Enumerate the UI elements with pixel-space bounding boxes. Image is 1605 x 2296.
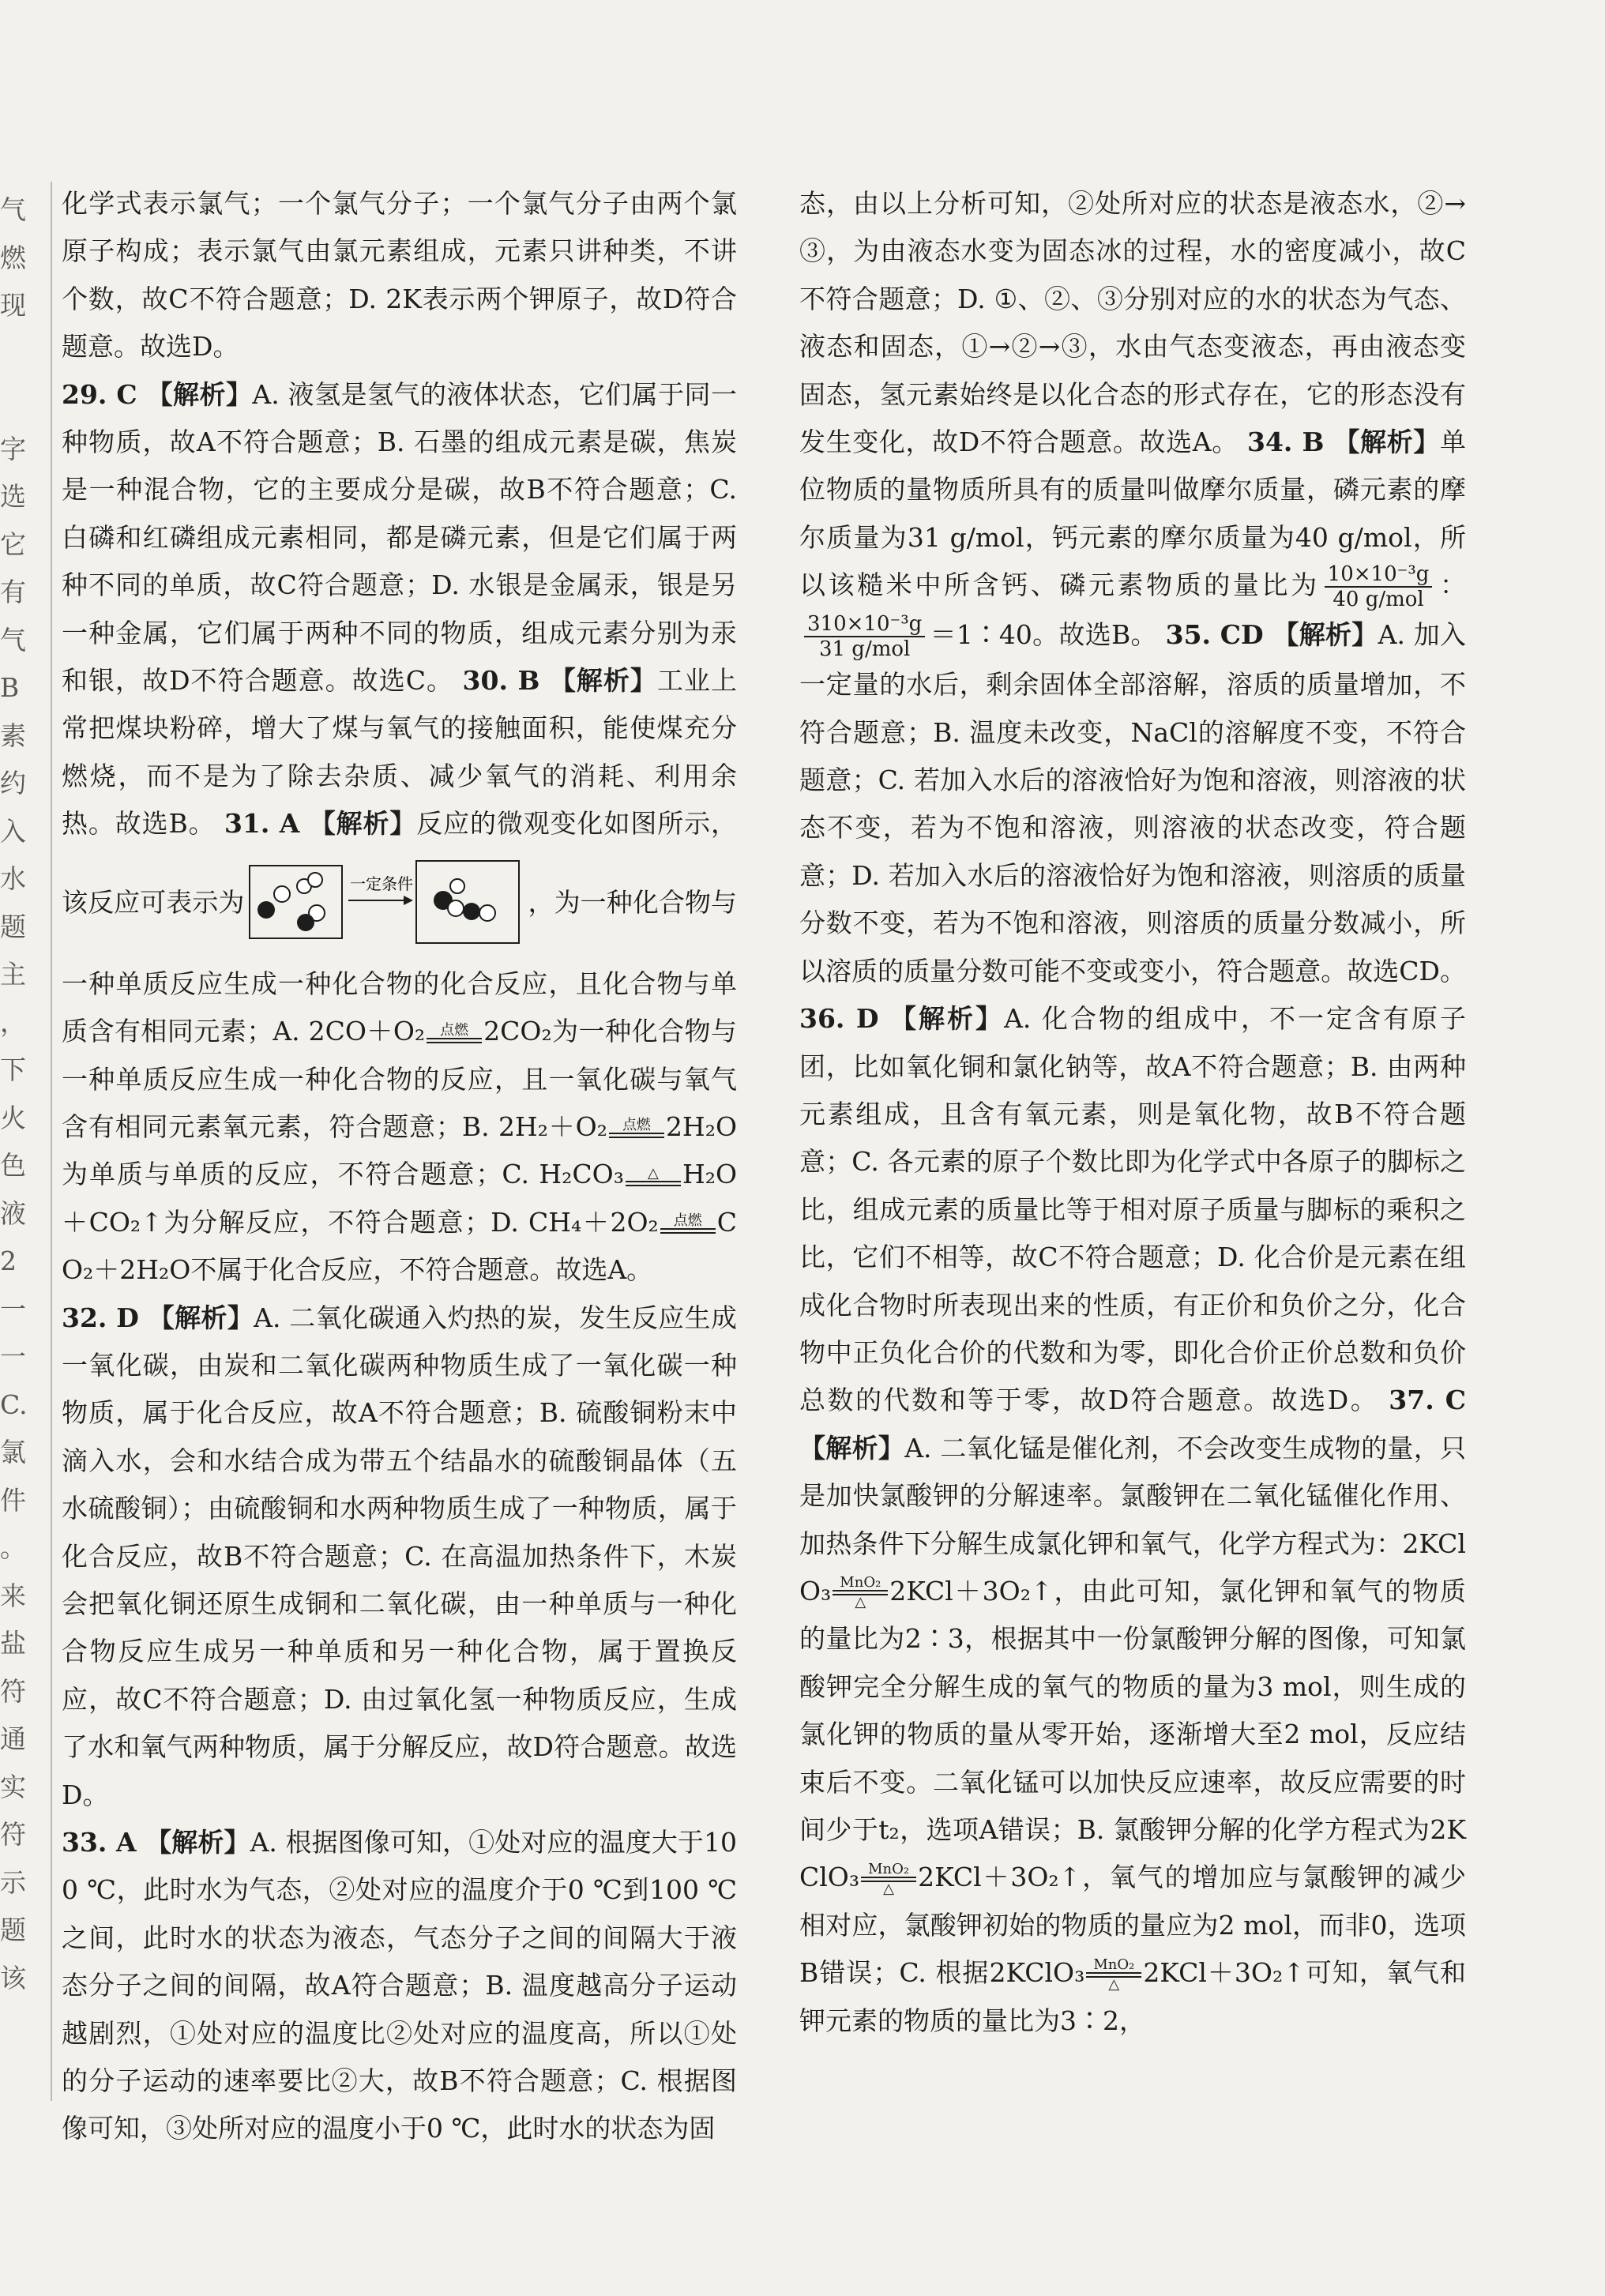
answer-30-text: 工业上常把煤块粉碎，增大了煤与氧气的接触面积，能使煤充分燃烧，而不是为了除去杂质、减少氧气的消耗、利用余热。故选B。 <box>62 665 737 840</box>
answer-34-text-b: ＝1∶40。故选B。 <box>930 619 1157 651</box>
answer-33-continuation <box>799 180 1466 2045</box>
answer-37-text-b: 2KCl＋3O₂↑，由此可知，氯化钾和氧气的物质的量比为2∶3，根据其中一份氯酸钾分解的图像，可知氯酸钾完全分解生成的氧气的物质的量为3 mol，则生成的氯化钾的物质的量从零开始，逐渐增大至2 mol，反应结束后不变。二氧化锰可以加快反应速率，故反应需要的时间少于t₂，选项A错误；B. 氯酸钾分解的化学方程式为2KClO₃ <box>799 1575 1466 1893</box>
condition-ignite-1: 点燃 <box>427 1024 482 1043</box>
reaction-arrowhead <box>404 896 413 905</box>
atom-dark <box>297 914 314 931</box>
answer-37-text-a: A. 二氧化锰是催化剂，不会改变生成物的量，只是加快氯酸钾的分解速率。氯酸钾在二氧化锰催化作用、加热条件下分解生成氯化钾和氧气，化学方程式为：2KClO₃ <box>799 1432 1467 1606</box>
reaction-micro-diagram-svg <box>249 856 521 949</box>
answer-36-label: 36. D 【解析】 <box>799 1003 1005 1035</box>
right-column <box>799 180 1466 2045</box>
condition-catalyst-3: MnO₂ △ <box>1086 1958 1141 1992</box>
answer-31-text-b: 应可表示为 <box>114 886 245 918</box>
answer-36-text: A. 化合物的组成中，不一定含有原子团，比如氧化铜和氯化钠等，故A不符合题意；B. 由两种元素组成，且含有氧元素，则是氧化物，故B不符合题意；C. 各元素的原子个数比即为化学式中各原子的脚标之比，组成元素的质量比等于相对原子质量与脚标的乘积之比，它们不相等，故C不符合题意；D. 化合价是元素在组成化合物时所表现出来的性质，有正价和负价之分，化合物中正负化合价的代数和为零，即化合价正价总数和负价总数的代数和等于零，故D符合题意。故选D。 <box>799 1003 1466 1416</box>
condition-ignite-2: 点燃 <box>609 1118 664 1138</box>
answer-35-label: 35. CD 【解析】 <box>1165 619 1378 651</box>
atom-dark <box>257 901 275 919</box>
condition-catalyst-1: MnO₂ △ <box>833 1576 888 1610</box>
fraction-phosphorus: $\frac{\text{310×10⁻³g}}{\text{31 g/mol}}$ <box>804 612 925 661</box>
product-box <box>416 861 519 943</box>
answer-33 <box>62 1819 737 2153</box>
condition-heat-1: △ <box>626 1167 681 1186</box>
answer-37-label: 37. C 【解析】 <box>799 1385 1466 1464</box>
atom-light <box>479 905 495 921</box>
answer-31-text-a: 反应的微观变化如图所示，该反 <box>62 808 737 918</box>
answer-29-label: 29. C 【解析】 <box>62 378 253 410</box>
answer-31-label: 31. A 【解析】 <box>224 808 417 840</box>
answer-35-text: A. 加入一定量的水后，剩余固体全部溶解，溶质的质量增加，不符合题意；B. 温度未改变，NaCl的溶解度不变，不符合题意；C. 若加入水后的溶液恰好为饱和溶液，则溶液的状态不变，若为不饱和溶液，则溶液的状态改变，符合题意；D. 若加入水后的溶液恰好为饱和溶液，则溶质的质量分数不变，若为不饱和溶液，则溶质的质量分数减小，所以溶质的质量分数可能不变或变小，符合题意。故选CD。 <box>799 619 1466 986</box>
answer-37-text-d: 2KCl＋3O₂↑可知，氧气和钾元素的物质的量比为3∶2， <box>799 1957 1467 2036</box>
answer-30-label: 30. B 【解析】 <box>462 665 657 697</box>
answer-33-text: A. 根据图像可知，①处对应的温度大于100 ℃，此时水为气态，②处对应的温度介于0 ℃到100 ℃之间，此时水的状态为液态，气态分子之间的间隔大于液态分子之间的间隔，故A符合题意；B. 温度越高分子运动越剧烈，①处对应的温度比②处对应的温度高，所以①处的分子运动的速率要比②大，故B不符合题意；C. 根据图像可知，③处所对应的温度小于0 ℃，此时水的状态为固 <box>62 1827 737 2144</box>
left-column <box>62 180 737 2153</box>
ratio-colon: ： <box>1437 569 1467 601</box>
atom-light <box>274 886 290 902</box>
answer-29 <box>62 371 737 1295</box>
answer-31-text-e: 2H₂O为单质与单质的反应，不符合题意；C. H₂CO₃ <box>62 1110 737 1190</box>
answer-33-text-cont: 态，由以上分析可知，②处所对应的状态是液态水，②→③，为由液态水变为固态冰的过程，水的密度减小，故C不符合题意；D. ①、②、③分别对应的水的状态为气态、液态和固态，①→②→③，水由气态变液态，再由液态变固态，氢元素始终是以化合态的形式存在，它的形态没有发生变化，故D不符合题意。故选A。 <box>799 188 1466 458</box>
answer-31-text-g: CO₂＋2H₂O不属于化合反应，不符合题意。故选A。 <box>62 1206 737 1286</box>
answer-31-text-c: ，为一种化合物与一种单质反应生成一种化合物的化合反应，且化合物与单质含有相同元素；A. 2CO＋O₂ <box>62 886 738 1047</box>
reaction-micro-diagram <box>249 856 521 949</box>
answer-32-text: A. 二氧化碳通入灼热的炭，发生反应生成一氧化碳，由炭和二氧化碳两种物质生成了一氧化碳一种物质，属于化合反应，故A不符合题意；B. 硫酸铜粉末中滴入水，会和水结合成为带五个结晶水的硫酸铜晶体（五水硫酸铜）；由硫酸铜和水两种物质生成了一种物质，属于化合反应，故B不符合题意；C. 在高温加热条件下，木炭会把氧化铜还原生成铜和二氧化碳，由一种单质与一种化合物反应生成另一种单质和另一种化合物，属于置换反应，故C不符合题意；D. 由过氧化氢一种物质反应，生成了水和氧气两种物质，属于分解反应，故D符合题意。故选D。 <box>62 1302 737 1810</box>
previous-page-edge-text: 气 燃 现 字 选 它 有 气 B 素 约 入 水 题 主 ， 下 火 色 液 2 一 一 C. 氯 件 。 来 盐 符 通 实 符 示 题 该 <box>0 194 28 1993</box>
condition-catalyst-2: MnO₂ △ <box>861 1862 916 1896</box>
atom-light <box>448 900 464 916</box>
diagram-condition: 一定条件 <box>350 874 414 893</box>
fraction-calcium: $\frac{\text{10×10⁻³g}}{\text{40 g/mol}}$ <box>1325 562 1433 611</box>
answer-29-text: A. 液氢是氢气的液体状态，它们属于同一种物质，故A不符合题意；B. 石墨的组成元素是碳，焦炭是一种混合物，它的主要成分是碳，故B不符合题意；C. 白磷和红磷组成元素相同，都是磷元素，但是它们属于两种不同的单质，故C符合题意；D. 水银是金属汞，银是另一种金属，它们属于两种不同的物质，组成元素分别为汞和银，故D不符合题意。故选C。 <box>62 378 738 697</box>
answer-31-text-f: H₂O＋CO₂↑为分解反应，不符合题意；D. CH₄＋2O₂ <box>62 1159 737 1238</box>
atom-light <box>308 873 322 887</box>
answer-32-label: 32. D 【解析】 <box>62 1302 254 1333</box>
answer-37-text-c: 2KCl＋3O₂↑，氧气的增加应与氯酸钾的减少相对应，氯酸钾初始的物质的量应为2 mol，而非0，选项B错误；C. 根据2KClO₃ <box>799 1862 1466 1989</box>
answer-31-text-d: 2CO₂为一种化合物与一种单质反应生成一种化合物的反应，且一氧化碳与氧气含有相同元素氧元素，符合题意；B. 2H₂＋O₂ <box>62 1016 737 1142</box>
answer-34-label: 34. B 【解析】 <box>1246 427 1440 458</box>
atom-light <box>450 879 464 893</box>
paragraph-continuation: 化学式表示氯气；一个氯气分子；一个氯气分子由两个氯原子构成；表示氯气由氯元素组成，元素只讲种类，不讲个数，故C不符合题意；D. 2K表示两个钾原子，故D符合题意。故选D。 <box>62 188 737 363</box>
condition-ignite-3: 点燃 <box>660 1214 716 1234</box>
atom-dark <box>463 903 480 920</box>
answer-32 <box>62 1295 737 1819</box>
answer-34-text-a: 单位物质的量物质所具有的质量叫做摩尔质量，磷元素的摩尔质量为31 g/mol，钙元素的摩尔质量为40 g/mol，所以该糙米中所含钙、磷元素物质的量比为 <box>799 427 1466 601</box>
page-gutter-line <box>51 182 52 2101</box>
answer-33-label: 33. A 【解析】 <box>62 1827 250 1858</box>
